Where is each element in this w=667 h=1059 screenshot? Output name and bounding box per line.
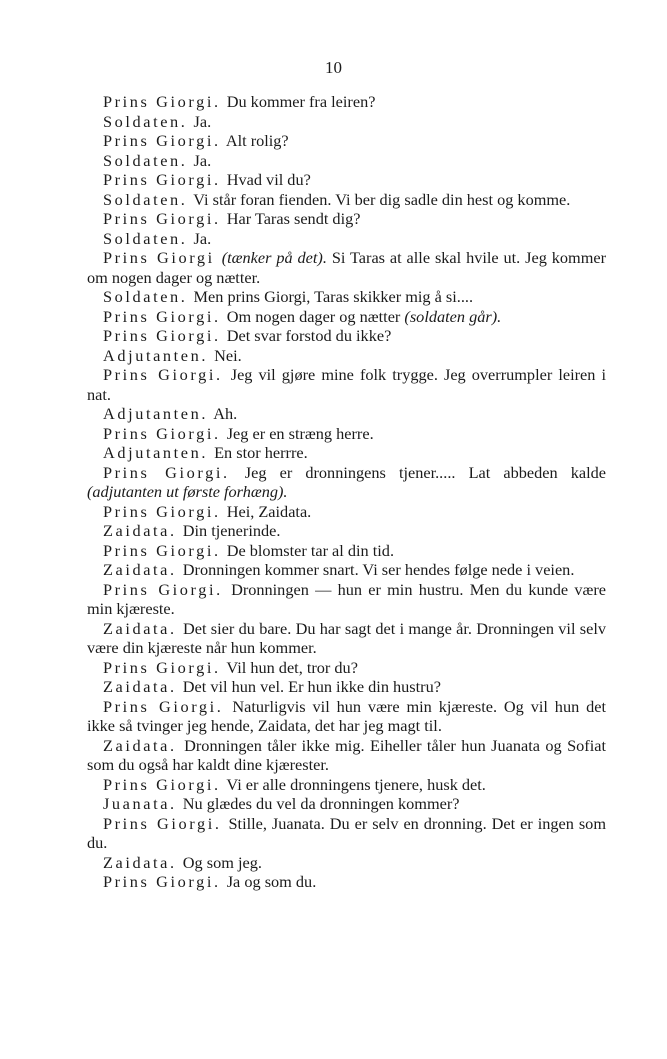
stage-direction: (tænker på det). xyxy=(221,248,327,267)
dialogue-line xyxy=(87,677,606,697)
dialogue-line xyxy=(87,248,606,287)
speaker-name: Prins Giorgi. xyxy=(103,365,223,384)
stage-direction: (soldaten går). xyxy=(404,306,502,326)
speaker-name: Prins Giorgi. xyxy=(103,462,230,482)
dialogue-line xyxy=(87,170,606,190)
dialogue-line xyxy=(87,502,606,522)
dialogue-line xyxy=(87,463,606,502)
spoken-text: Jeg er en stræng herre. xyxy=(226,423,374,443)
spoken-text: Har Taras sendt dig? xyxy=(226,209,361,228)
spoken-text: Ja. xyxy=(193,111,212,131)
speaker-name: Prins Giorgi xyxy=(103,248,215,267)
spoken-text: Dronningen kommer snart. Vi ser hendes følge nede i veien. xyxy=(182,560,575,579)
speaker-name: Prins Giorgi. xyxy=(103,170,221,189)
speaker-name: Prins Giorgi. xyxy=(103,696,224,716)
spoken-text: Naturligvis vil hun være min kjæreste. Og vil hun det ikke så tvinger jeg hende, Zaidata, det har jeg magt til. xyxy=(87,696,607,735)
spoken-text: Stille, Juanata. Du er selv en dronning. Det er ingen som du. xyxy=(87,813,606,852)
speaker-name: Zaidata. xyxy=(103,560,177,579)
dialogue-line xyxy=(87,287,606,307)
dialogue-line xyxy=(87,619,606,658)
spoken-text: Si Taras at alle skal hvile ut. Jeg kommer om nogen dager og nætter. xyxy=(87,248,607,287)
dialogue-line xyxy=(87,404,606,424)
spoken-text: Nu glædes du vel da dronningen kommer? xyxy=(182,794,460,813)
speaker-name: Prins Giorgi. xyxy=(103,501,221,521)
dialogue-line xyxy=(87,872,606,892)
spoken-text: Dronningen — hun er min hustru. Men du kunde være min kjæreste. xyxy=(87,579,607,618)
spoken-text: Ja og som du. xyxy=(226,872,317,891)
spoken-text: De blomster tar al din tid. xyxy=(226,540,395,560)
speaker-name: Zaidata. xyxy=(103,677,177,696)
dialogue-line xyxy=(87,424,606,444)
speaker-name: Prins Giorgi. xyxy=(103,92,221,111)
dialogue-line xyxy=(87,775,606,795)
dialogue-line xyxy=(87,326,606,346)
speaker-name: Prins Giorgi. xyxy=(103,813,222,833)
dialogue-line xyxy=(87,443,606,463)
dialogue-line xyxy=(87,209,606,229)
dialogue-line xyxy=(87,580,606,619)
spoken-text: Du kommer fra leiren? xyxy=(226,92,376,111)
spoken-text: Din tjenerinde. xyxy=(182,521,281,540)
spoken-text: Og som jeg. xyxy=(182,852,262,872)
speaker-name: Prins Giorgi. xyxy=(103,872,221,891)
dialogue-line xyxy=(87,794,606,814)
dialogue-line xyxy=(87,92,606,112)
spoken-text: Vil hun det, tror du? xyxy=(226,657,358,677)
speaker-name: Soldaten. xyxy=(103,287,188,306)
speaker-name: Prins Giorgi. xyxy=(103,774,221,794)
dialogue-line xyxy=(87,560,606,580)
spoken-text: En stor herrre. xyxy=(214,443,308,462)
speaker-name: Zaidata. xyxy=(103,852,177,872)
spoken-text: Jeg er dronningens tjener..... Lat abbeden kalde xyxy=(244,462,606,482)
dialogue-line xyxy=(87,736,606,775)
spoken-text: Ja. xyxy=(193,228,212,248)
speaker-name: Zaidata. xyxy=(103,618,177,638)
dialogue-line xyxy=(87,151,606,171)
dialogue-line xyxy=(87,814,606,853)
spoken-text: Alt rolig? xyxy=(225,131,289,150)
spoken-text: Det svar forstod du ikke? xyxy=(226,326,392,345)
spoken-text: Jeg vil gjøre mine folk trygge. Jeg overrumpler leiren i nat. xyxy=(87,365,606,404)
dialogue-line xyxy=(87,541,606,561)
dialogue-line xyxy=(87,112,606,132)
speaker-name: Prins Giorgi. xyxy=(103,326,221,345)
speaker-name: Adjutanten. xyxy=(103,404,209,423)
speaker-name: Soldaten. xyxy=(103,111,188,131)
speaker-name: Prins Giorgi. xyxy=(103,657,221,677)
speaker-name: Adjutanten. xyxy=(103,443,209,462)
dialogue-line xyxy=(87,853,606,873)
speaker-name: Prins Giorgi. xyxy=(103,423,221,443)
dialogue-text xyxy=(87,92,606,892)
spoken-text: Men prins Giorgi, Taras skikker mig å si.... xyxy=(193,287,474,306)
spoken-text: Hei, Zaidata. xyxy=(226,501,312,521)
dialogue-line xyxy=(87,229,606,249)
page-number: 10 xyxy=(325,58,342,77)
dialogue-line xyxy=(87,307,606,327)
spoken-text: Dronningen tåler ikke mig. Eiheller tåler hun Juanata og Sofiat som du også har kaldt dine kjærester. xyxy=(87,735,606,774)
speaker-name: Soldaten. xyxy=(103,189,188,209)
dialogue-line xyxy=(87,521,606,541)
dialogue-line xyxy=(87,131,606,151)
speaker-name: Soldaten. xyxy=(103,150,188,170)
speaker-name: Zaidata. xyxy=(103,735,177,755)
dialogue-line xyxy=(87,365,606,404)
spoken-text: Om nogen dager og nætter xyxy=(226,306,401,326)
spoken-text: Hvad vil du? xyxy=(226,170,311,189)
spoken-text: Vi er alle dronningens tjenere, husk det. xyxy=(226,774,486,794)
speaker-name: Juanata. xyxy=(103,794,177,813)
speaker-name: Prins Giorgi. xyxy=(103,540,221,560)
dialogue-line xyxy=(87,190,606,210)
speaker-name: Zaidata. xyxy=(103,521,177,540)
stage-direction: (adjutanten ut første forhæng). xyxy=(87,482,288,501)
speaker-name: Prins Giorgi. xyxy=(103,209,221,228)
speaker-name: Prins Giorgi. xyxy=(103,131,221,150)
speaker-name: Prins Giorgi. xyxy=(103,306,221,326)
spoken-text: Ah. xyxy=(213,404,238,423)
spoken-text: Nei. xyxy=(214,345,242,365)
speaker-name: Adjutanten. xyxy=(103,345,209,365)
spoken-text: Vi står foran fienden. Vi ber dig sadle din hest og komme. xyxy=(193,189,571,209)
speaker-name: Soldaten. xyxy=(103,228,188,248)
dialogue-line xyxy=(87,697,606,736)
spoken-text: Ja. xyxy=(193,150,212,170)
spoken-text: Det sier du bare. Du har sagt det i mange år. Dronningen vil selv være din kjæreste når hun kommer. xyxy=(87,618,607,657)
spoken-text: Det vil hun vel. Er hun ikke din hustru? xyxy=(182,677,441,696)
speaker-name: Prins Giorgi. xyxy=(103,579,223,599)
dialogue-line xyxy=(87,658,606,678)
dialogue-line xyxy=(87,346,606,366)
